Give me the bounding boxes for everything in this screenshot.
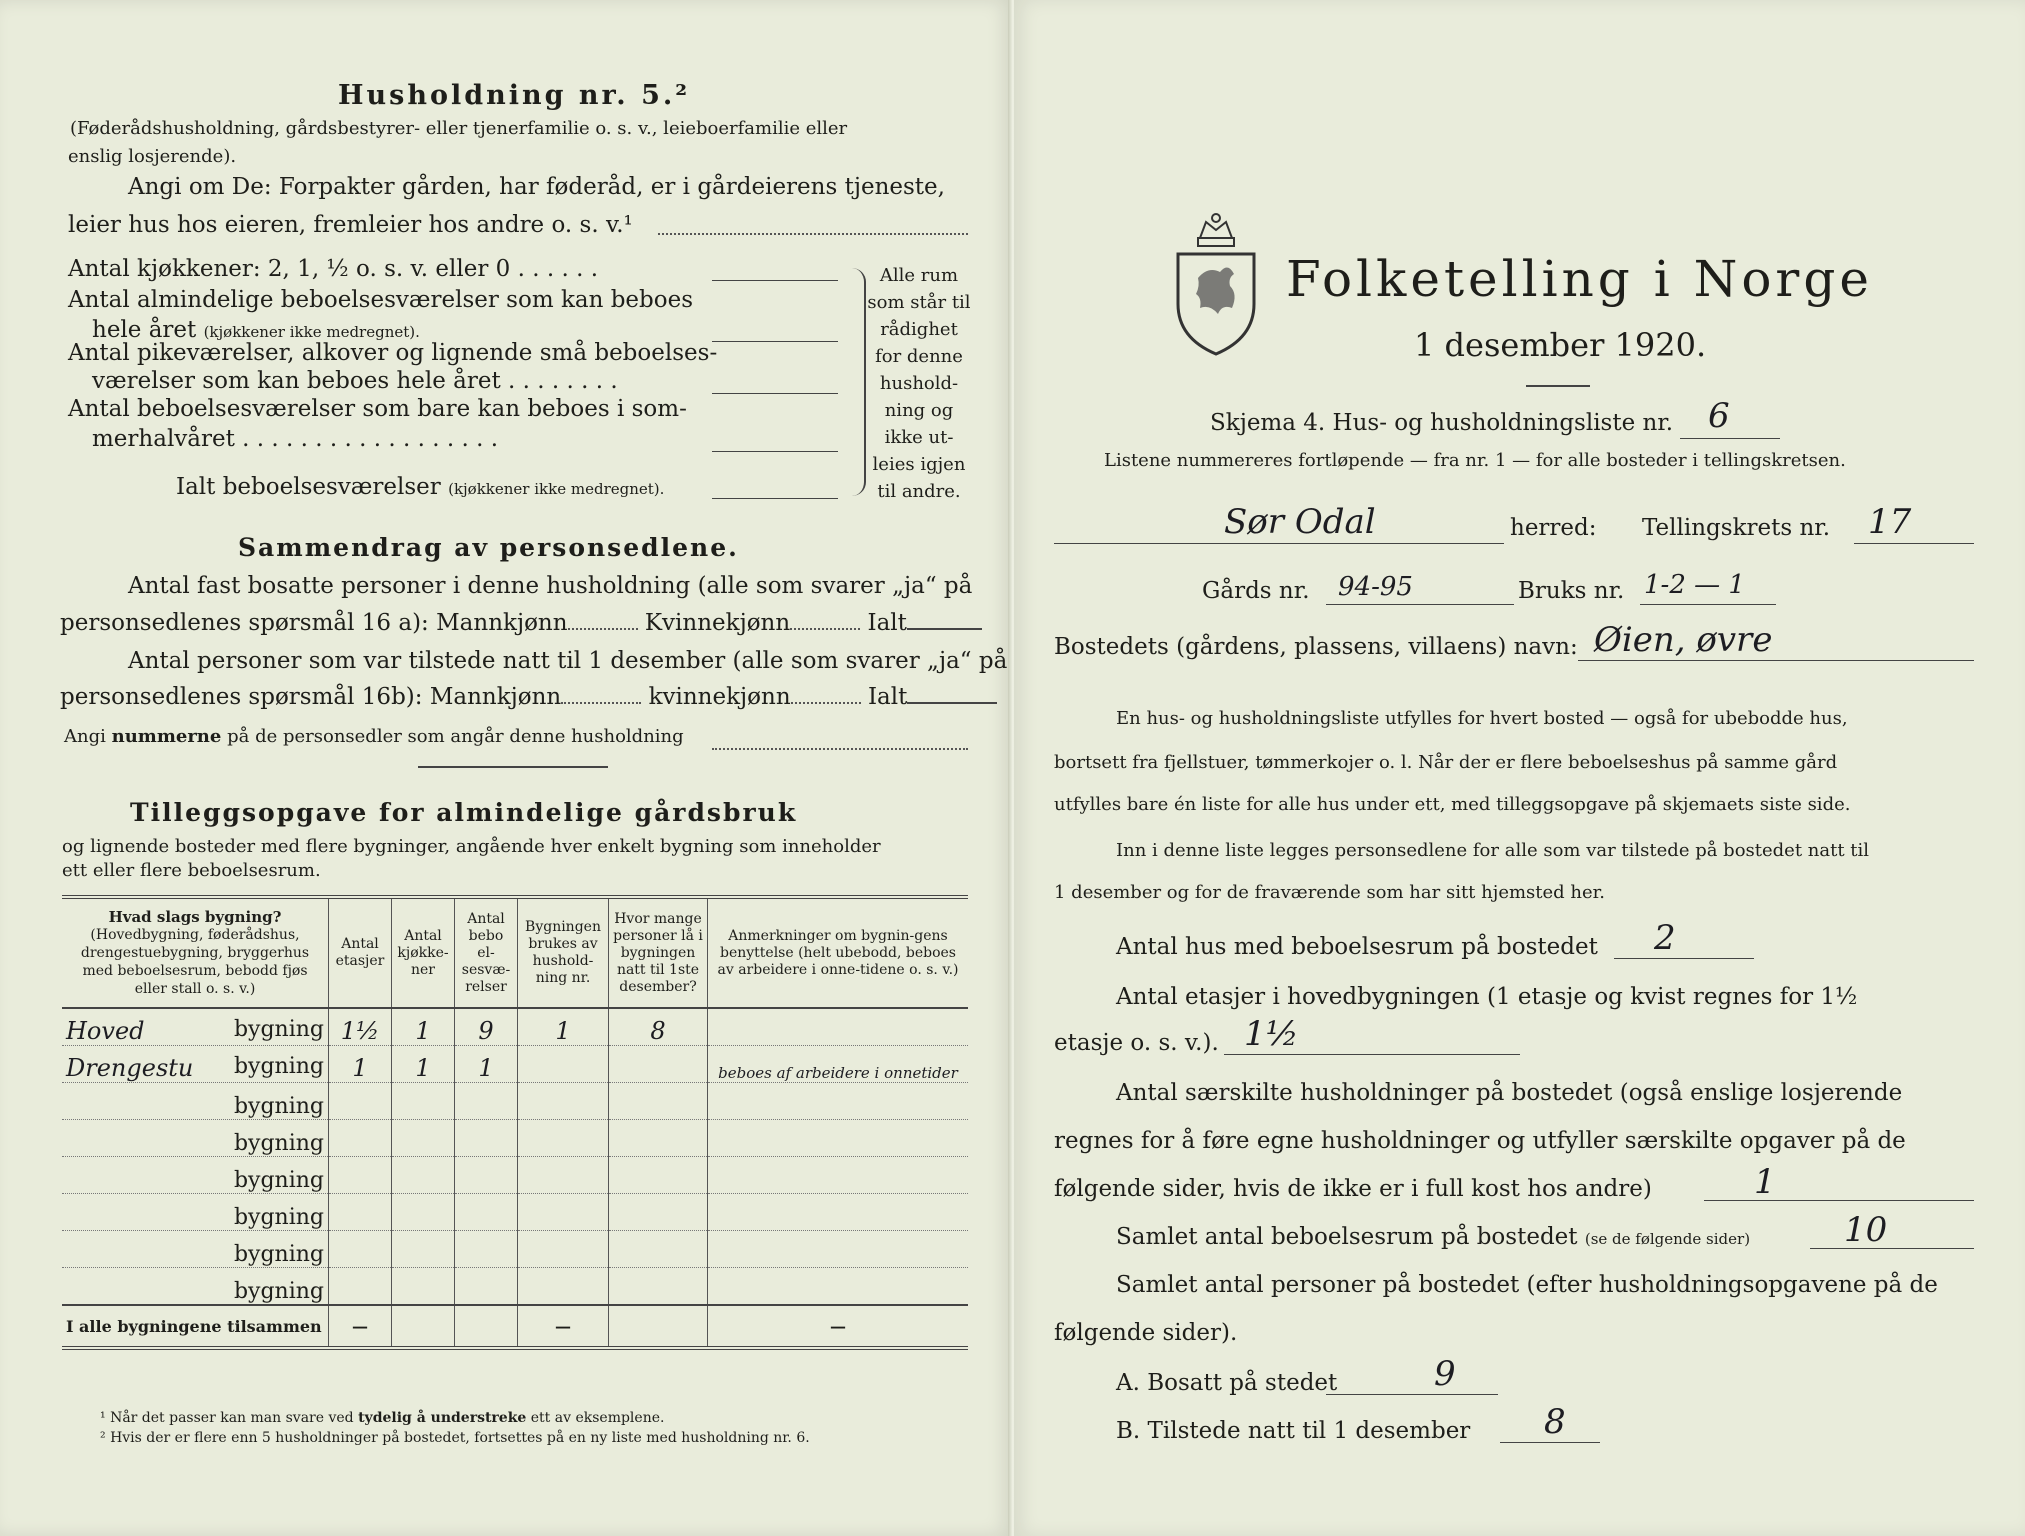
question-tenancy-2: leier hus hos eieren, fremleier hos andre o. s. v.¹ (68, 212, 633, 238)
table-cell (392, 1231, 455, 1268)
column-header: Bygningen brukes av hushold-ning nr. (518, 897, 609, 1008)
divider (1526, 385, 1590, 387)
schema-label: Skjema 4. Hus- og husholdningsliste nr. (1210, 410, 1674, 436)
table-cell (518, 1157, 609, 1194)
table-cell (609, 1268, 708, 1306)
table-cell (329, 1231, 392, 1268)
addendum-text-2: ett eller flere beboelsesrum. (62, 860, 321, 881)
divider (418, 766, 608, 768)
table-cell: 1 (518, 1008, 609, 1046)
side-note-line: ikke ut- (884, 427, 954, 448)
persons-total-label-2: følgende sider). (1054, 1320, 1238, 1346)
footnote-2: ² Hvis der er flere enn 5 husholdninger på bostedet, fortsettes på en ny liste med husholdning nr. 6. (100, 1430, 810, 1446)
rooms-summer-2: merhalvåret . . . . . . . . . . . . . . . . . . (92, 426, 499, 452)
instruction-5: 1 desember og for de fraværende som har sitt hjemsted her. (1054, 882, 1605, 903)
table-cell (708, 1083, 969, 1120)
table-cell (455, 1305, 518, 1348)
table-row (62, 1157, 968, 1194)
summary-numbers-bold: nummerne (111, 726, 222, 747)
table-cell (609, 1194, 708, 1231)
instruction-2: bortsett fra fjellstuer, tømmerkojer o. l. Når der er flere beboelseshus på samme gård (1054, 752, 1838, 773)
answer-line (1054, 543, 1504, 544)
table-cell (392, 1083, 455, 1120)
table-cell: 1 (329, 1046, 392, 1083)
households-label-2: regnes for å føre egne husholdninger og utfyller særskilte opgaver på de (1054, 1128, 1906, 1154)
column-header: Hvad slags bygning? (Hovedbygning, føderådshus, drengestuebygning, bryggerhus med beboelsesrum, bebodd fjøs eller stall o. s. v.) (80, 907, 310, 997)
table-cell (708, 1268, 969, 1306)
houses-value: 2 (1654, 918, 1676, 958)
summary-numbers-2: på de personsedler som angår denne husholdning (227, 726, 684, 747)
table-row (62, 1083, 968, 1120)
table-cell (455, 1194, 518, 1231)
rooms-small: Antal pikeværelser, alkover og lignende små beboelses- (68, 340, 718, 366)
table-row (62, 1268, 968, 1306)
households-value: 1 (1754, 1162, 1776, 1202)
table-cell (329, 1120, 392, 1157)
table-cell (455, 1120, 518, 1157)
table-cell (609, 1157, 708, 1194)
instruction-4: Inn i denne liste legges personsedlene for alle som var tilstede på bostedet natt til (1116, 840, 1870, 861)
summary-resident-2: personsedlenes spørsmål 16 a): Mannkjønn (60, 610, 568, 636)
side-note-line: til andre. (877, 481, 961, 502)
persons-total-label: Samlet antal personer på bostedet (efter husholdningsopgavene på de (1116, 1272, 1938, 1298)
households-label-3: følgende sider, hvis de ikke er i full kost hos andre) (1054, 1176, 1652, 1202)
use-number-value: 1-2 — 1 (1644, 570, 1745, 600)
building-cell (62, 1194, 329, 1231)
table-cell (455, 1231, 518, 1268)
table-cell (518, 1120, 609, 1157)
rooms-total-note: (se de følgende sider) (1584, 1230, 1751, 1248)
building-suffix: bygning (233, 1205, 324, 1230)
rooms-total-value: 10 (1844, 1210, 1888, 1250)
table-cell: 1½ (329, 1008, 392, 1046)
buildings-table (62, 895, 968, 1350)
table-row (62, 1008, 968, 1046)
table-cell (455, 1157, 518, 1194)
table-row (62, 1046, 968, 1083)
use-number-label: Bruks nr. (1518, 578, 1625, 604)
list-number: 6 (1708, 396, 1730, 436)
answer-line (712, 748, 968, 750)
table-cell: 9 (455, 1008, 518, 1046)
side-note-line: leies igjen (872, 454, 966, 475)
column-header: Antal bebo el-sesvæ-relser (455, 897, 518, 1008)
houses-label: Antal hus med beboelsesrum på bostedet (1116, 934, 1598, 960)
answer-line (1680, 438, 1780, 439)
table-cell (329, 1268, 392, 1306)
answer-line (712, 393, 838, 394)
answer-line (712, 341, 838, 342)
side-note-line: som står til (867, 292, 971, 313)
building-cell (62, 1268, 329, 1306)
resident-value: 9 (1434, 1354, 1456, 1394)
table-row (62, 1231, 968, 1268)
column-header: Antal kjøkke-ner (392, 897, 455, 1008)
left-page (0, 0, 1012, 1536)
table-row (62, 1194, 968, 1231)
addendum-text: og lignende bosteder med flere bygninger, angående hver enkelt bygning som inneholder (62, 836, 881, 857)
answer-line (1326, 1394, 1498, 1395)
rooms-summer: Antal beboelsesværelser som bare kan beboes i som- (68, 396, 687, 422)
column-header: Hvor mange personer lå i bygningen natt til 1ste desember? (609, 897, 708, 1008)
district-value: 17 (1868, 502, 1912, 542)
answer-line (1854, 543, 1974, 544)
answer-line (658, 233, 968, 235)
building-suffix: bygning (233, 1017, 324, 1042)
right-page (1014, 0, 2025, 1536)
table-cell (609, 1231, 708, 1268)
answer-line (1614, 958, 1754, 959)
municipality-value: Sør Odal (1224, 502, 1376, 542)
table-cell (392, 1305, 455, 1348)
column-header: Anmerkninger om bygnin-gens benyttelse (helt ubebodd, beboes av arbeidere i onne-tidene o. s. v.) (708, 897, 969, 1008)
table-cell (518, 1046, 609, 1083)
rooms-total: Ialt beboelsesværelser (176, 474, 441, 500)
female-label: Kvinnekjønn (644, 610, 791, 636)
table-cell (708, 1231, 969, 1268)
table-cell (708, 1157, 969, 1194)
present-value: 8 (1544, 1402, 1566, 1442)
farm-number-label: Gårds nr. (1202, 578, 1310, 604)
floors-label-2: etasje o. s. v.). (1054, 1030, 1219, 1056)
table-cell (609, 1305, 708, 1348)
table-cell (455, 1268, 518, 1306)
answer-line (1640, 604, 1776, 605)
building-cell (62, 1046, 329, 1083)
table-cell (708, 1194, 969, 1231)
answer-line (712, 280, 838, 281)
answer-line (1224, 1054, 1520, 1055)
building-suffix: bygning (233, 1131, 324, 1156)
census-title: Folketelling i Norge (1286, 250, 1873, 308)
table-cell: — (518, 1305, 609, 1348)
instruction-1: En hus- og husholdningsliste utfylles for hvert bosted — også for ubebodde hus, (1116, 708, 1848, 729)
table-cell: 1 (392, 1046, 455, 1083)
present-label: B. Tilstede natt til 1 desember (1116, 1418, 1471, 1444)
building-name: Hoved (66, 1017, 145, 1045)
place-name-value: Øien, øvre (1594, 620, 1773, 660)
table-cell (392, 1268, 455, 1306)
household-intro-2: enslig losjerende). (68, 146, 237, 167)
coat-of-arms-icon (1170, 208, 1262, 358)
table-cell (518, 1231, 609, 1268)
table-cell: — (329, 1305, 392, 1348)
table-row (62, 1120, 968, 1157)
building-cell (62, 1083, 329, 1120)
table-cell (518, 1083, 609, 1120)
table-cell (392, 1157, 455, 1194)
table-cell: — (708, 1305, 969, 1348)
floors-value: 1½ (1244, 1014, 1299, 1054)
total-row (62, 1305, 968, 1348)
side-note-line: hushold- (879, 373, 959, 394)
answer-line (1704, 1200, 1974, 1201)
answer-line (712, 451, 838, 452)
rooms-ordinary: Antal almindelige beboelsesværelser som kan beboes (68, 287, 694, 313)
table-cell (329, 1083, 392, 1120)
answer-line (1500, 1442, 1600, 1443)
building-suffix: bygning (233, 1094, 324, 1119)
summary-present: Antal personer som var tilstede natt til 1 desember (alle som svarer „ja“ på (128, 648, 1008, 674)
place-name-label: Bostedets (gårdens, plassens, villaens) navn: (1054, 634, 1578, 660)
table-cell (609, 1046, 708, 1083)
farm-number-value: 94-95 (1338, 572, 1413, 602)
rooms-kitchens: Antal kjøkkener: 2, 1, ½ o. s. v. eller 0 . . . . . . (68, 256, 599, 282)
census-date: 1 desember 1920. (1414, 326, 1707, 364)
household-intro: (Føderådshusholdning, gårdsbestyrer- eller tjenerfamilie o. s. v., leieboerfamilie eller (70, 118, 848, 139)
answer-line (1578, 660, 1974, 661)
footnote-1-2: ett av eksemplene. (530, 1410, 665, 1426)
table-cell (518, 1268, 609, 1306)
building-suffix: bygning (233, 1279, 324, 1304)
table-cell (609, 1083, 708, 1120)
total-label: I alle bygningene tilsammen (62, 1305, 329, 1348)
building-cell (62, 1231, 329, 1268)
municipality-label: herred: (1510, 515, 1597, 541)
table-cell: 1 (455, 1046, 518, 1083)
building-name: Drengestu (66, 1054, 194, 1082)
table-cell: beboes af arbeidere i onnetider (708, 1046, 969, 1083)
building-suffix: bygning (233, 1168, 324, 1193)
answer-line (712, 498, 838, 499)
side-note (864, 262, 974, 505)
table-cell (392, 1194, 455, 1231)
table-cell (708, 1120, 969, 1157)
building-cell (62, 1157, 329, 1194)
answer-line (1326, 604, 1514, 605)
resident-label: A. Bosatt på stedet (1116, 1370, 1338, 1396)
rooms-small-2: værelser som kan beboes hele året . . . . . . . . (92, 368, 618, 394)
footnote-1: ¹ Når det passer kan man svare ved (100, 1410, 354, 1426)
table-cell (609, 1120, 708, 1157)
female-label: kvinnekjønn (648, 684, 791, 710)
numbering-note: Listene nummereres fortløpende — fra nr. 1 — for alle bosteder i tellingskretsen. (1104, 450, 1846, 471)
floors-label: Antal etasjer i hovedbygningen (1 etasje og kvist regnes for 1½ (1116, 984, 1858, 1010)
building-cell (62, 1120, 329, 1157)
table-cell (392, 1120, 455, 1157)
household-title: Husholdning nr. 5.² (338, 80, 691, 111)
side-note-line: for denne (875, 346, 963, 367)
footnote-1-bold: tydelig å understreke (358, 1410, 527, 1426)
building-suffix: bygning (233, 1054, 324, 1079)
summary-title: Sammendrag av personsedlene. (238, 533, 739, 562)
summary-numbers: Angi (64, 726, 106, 747)
building-suffix: bygning (233, 1242, 324, 1267)
table-cell (329, 1157, 392, 1194)
column-header: Antal etasjer (329, 897, 392, 1008)
district-label: Tellingskrets nr. (1642, 515, 1831, 541)
table-cell (329, 1194, 392, 1231)
rooms-total-label: Samlet antal beboelsesrum på bostedet (1116, 1224, 1578, 1250)
side-note-line: Alle rum (879, 265, 959, 286)
answer-line (1810, 1248, 1974, 1249)
households-label: Antal særskilte husholdninger på bostedet (også enslige losjerende (1116, 1080, 1903, 1106)
side-note-line: ning og (884, 400, 954, 421)
table-cell: 8 (609, 1008, 708, 1046)
total-label: Ialt (867, 610, 907, 636)
total-label: Ialt (867, 684, 908, 710)
table-cell: 1 (392, 1008, 455, 1046)
rooms-ordinary-2: hele året (92, 317, 197, 343)
rooms-total-note: (kjøkkener ikke medregnet). (448, 480, 665, 498)
table-cell (455, 1083, 518, 1120)
summary-resident: Antal fast bosatte personer i denne husholdning (alle som svarer „ja“ på (128, 573, 973, 599)
side-note-line: rådighet (880, 319, 958, 340)
question-tenancy: Angi om De: Forpakter gården, har føderåd, er i gårdeierens tjeneste, (128, 174, 945, 200)
table-cell (518, 1194, 609, 1231)
summary-present-2: personsedlenes spørsmål 16b): Mannkjønn (60, 684, 562, 710)
instruction-3: utfylles bare én liste for alle hus under ett, med tilleggsopgave på skjemaets siste side. (1054, 794, 1851, 815)
addendum-title: Tilleggsopgave for almindelige gårdsbruk (130, 798, 798, 827)
rooms-ordinary-note: (kjøkkener ikke medregnet). (203, 323, 420, 341)
building-cell (62, 1008, 329, 1046)
table-cell (708, 1008, 969, 1046)
